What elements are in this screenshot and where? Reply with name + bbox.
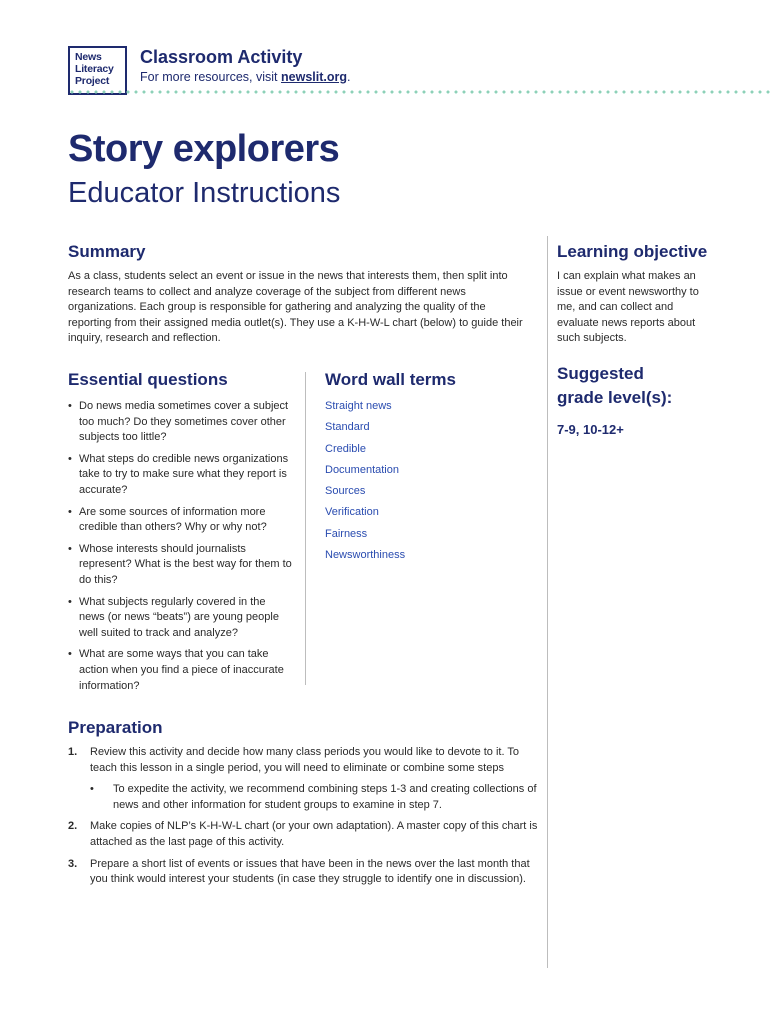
essential-questions-heading: Essential questions	[68, 370, 228, 389]
grade-heading-line2: grade level(s):	[557, 388, 673, 407]
word-wall-term: Documentation	[325, 463, 399, 476]
learning-objective-text: I can explain what makes an issue or event newsworthy to me, and can collect and evaluate news reports about such subjects.	[557, 270, 699, 345]
header-subtitle	[140, 70, 350, 84]
step-text: Review this activity and decide how many class periods you would like to devote to it. To teach this lesson in a single period, you will need to eliminate or combine some steps	[90, 746, 520, 774]
grade-value: 7-9, 10-12+	[557, 422, 624, 437]
summary-text: As a class, students select an event or issue in the news that interests them, then split into research teams to collect and analyze coverage of the subject from different news organizations. Each group is responsible for gathering and analyzing the quality of the reporting from their assigned media outlet(s). They use a K-H-W-L chart (below) to guide their inquiry, research and reflection.	[68, 270, 523, 345]
list-item: • What subjects regularly covered in the news (or news “beats”) are young people well suited to track and analyze?	[68, 595, 293, 642]
word-wall-heading: Word wall terms	[325, 370, 456, 389]
grade-heading	[557, 362, 757, 410]
preparation-step	[68, 819, 543, 850]
dotted-divider	[68, 90, 770, 94]
step-text: Make copies of NLP’s K-H-W-L chart (or your own adaptation). A master copy of this chart is attached as the last page of this activity.	[90, 820, 538, 848]
list-item: • Are some sources of information more credible than others? Why or why not?	[68, 505, 293, 536]
grade-level-section	[557, 362, 757, 437]
word-wall-term: Fairness	[325, 527, 368, 540]
word-wall-term: Standard	[325, 421, 370, 434]
preparation-step	[68, 745, 543, 776]
summary-section	[68, 242, 528, 347]
newslit-link[interactable]: newslit.org	[281, 70, 347, 84]
page-title: Story explorers	[68, 128, 340, 170]
header-sub-suffix: .	[347, 70, 351, 84]
list-item: • Do news media sometimes cover a subject too much? Do they sometimes cover other subjects too little?	[68, 399, 293, 446]
essential-questions-section	[68, 370, 293, 700]
preparation-section	[68, 718, 543, 894]
word-wall-term: Verification	[325, 506, 379, 519]
logo-line-3: Project	[75, 75, 110, 87]
learning-objective-section	[557, 242, 717, 347]
preparation-substep: • To expedite the activity, we recommend combining steps 1-3 and creating collections of news and other information for student groups to examine in step 7.	[68, 782, 543, 813]
learning-objective-heading: Learning objective	[557, 242, 708, 261]
column-divider	[305, 372, 306, 685]
step-text: Prepare a short list of events or issues that have been in the news over the last month that you think would interest your students (in case they struggle to identify one in discussion).	[90, 857, 530, 886]
logo-line-2: Literacy	[75, 63, 114, 75]
list-item: • What steps do credible news organizations take to try to make sure what they report is accurate?	[68, 452, 293, 499]
header-title: Classroom Activity	[140, 47, 303, 67]
word-wall-term: Straight news	[325, 400, 392, 412]
grade-heading-line1: Suggested	[557, 364, 644, 383]
sidebar-divider	[547, 236, 548, 968]
step-number: 2.	[68, 820, 78, 833]
preparation-heading: Preparation	[68, 718, 163, 737]
summary-heading: Summary	[68, 242, 146, 261]
page-subtitle: Educator Instructions	[68, 177, 341, 209]
step-number: 1.	[68, 746, 78, 758]
news-literacy-project-logo	[68, 46, 127, 95]
word-wall-section	[325, 370, 535, 569]
step-number: 3.	[68, 857, 78, 870]
essential-questions-list	[68, 399, 293, 694]
word-wall-term: Sources	[325, 485, 366, 498]
list-item: • What are some ways that you can take action when you find a piece of inaccurate information?	[68, 647, 293, 694]
word-wall-term: Credible	[325, 442, 366, 455]
word-wall-term: Newsworthiness	[325, 549, 406, 562]
logo-line-1: News	[75, 51, 102, 63]
header-sub-prefix: For more resources, visit	[140, 70, 282, 84]
preparation-step	[68, 857, 543, 888]
list-item: • Whose interests should journalists represent? What is the best way for them to do this?	[68, 542, 293, 589]
